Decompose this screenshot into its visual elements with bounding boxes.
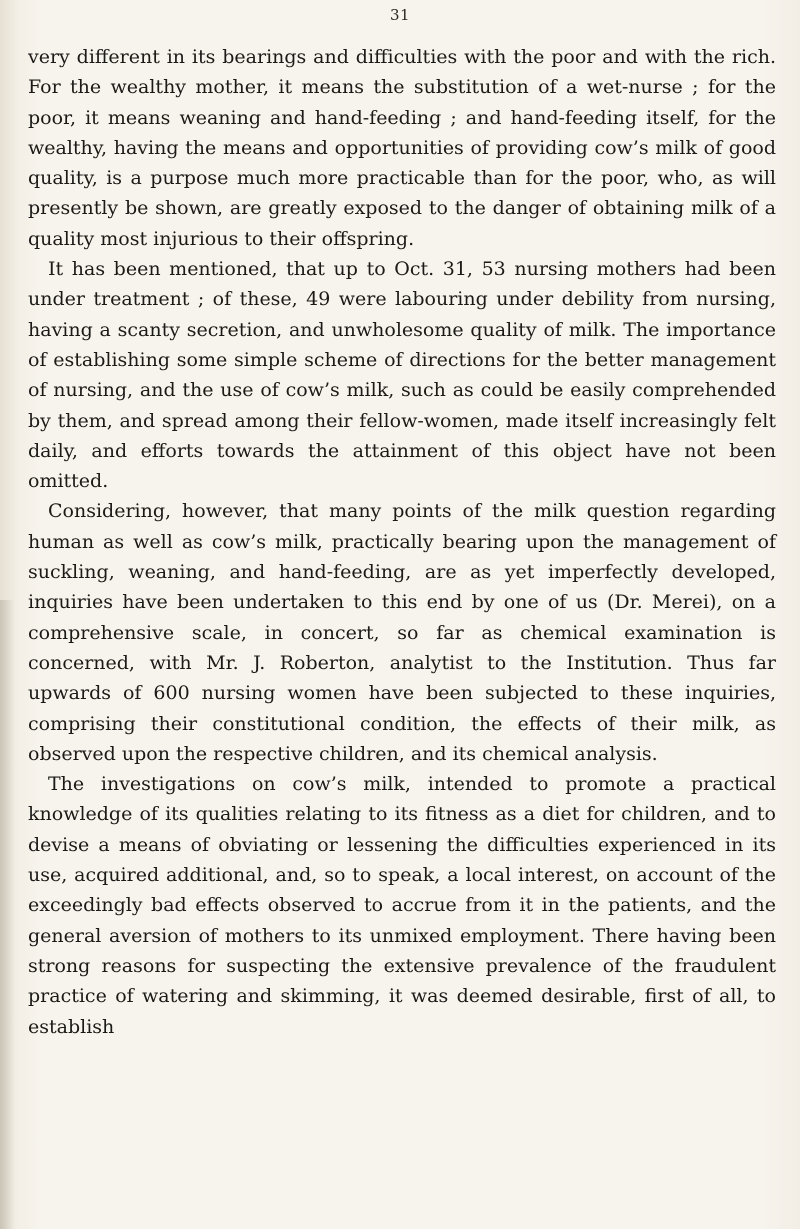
paragraph: Considering, however, that many points of the milk question regarding human as well as cow’s milk, practically bearing upon the management of suckling, weaning, and hand-feeding, are as yet imperfectly developed, inquiries have been undertaken to this end by one of us (Dr. Merei), on a comprehensive scale, in concert, so far as chemical examination is concerned, with Mr. J. Roberton, analytist to the Institution. Thus far upwards of 600 nursing women have been subjected to these inquiries, comprising their constitutional condition, the effects of their milk, as observed upon the respective children, and its chemical analysis. [28,500,776,765]
body-text [28,42,776,1042]
binding-shadow [0,600,14,1229]
paragraph: The investigations on cow’s milk, intended to promote a practical knowledge of its qualities relating to its fitness as a diet for children, and to devise a means of obviating or lessening the difficulties experienced in its use, acquired additional, and, so to speak, a local interest, on account of the exceedingly bad effects observed to accrue from it in the patients, and the general aversion of mothers to its unmixed employment. There having been strong reasons for suspecting the extensive prevalence of the fraudulent practice of watering and skimming, it was deemed desirable, first of all, to establish [28,773,776,1038]
paragraph: very different in its bearings and difficulties with the poor and with the rich. For the wealthy mother, it means the substitution of a wet-nurse ; for the poor, it means weaning and hand-feeding ; and hand-feeding itself, for the wealthy, having the means and opportunities of providing cow’s milk of good quality, is a purpose much more practicable than for the poor, who, as will presently be shown, are greatly exposed to the danger of obtaining milk of a quality most injurious to their offspring. [28,46,776,250]
page-number: 31 [389,6,411,24]
paragraph: It has been mentioned, that up to Oct. 31, 53 nursing mothers had been under treatment ; of these, 49 were labouring under debility from nursing, having a scanty secretion, and unwholesome quality of milk. The importance of establishing some simple scheme of directions for the better management of nursing, and the use of cow’s milk, such as could be easily comprehended by them, and spread among their fellow-women, made itself increasingly felt daily, and efforts towards the attainment of this object have not been omitted. [28,258,776,493]
